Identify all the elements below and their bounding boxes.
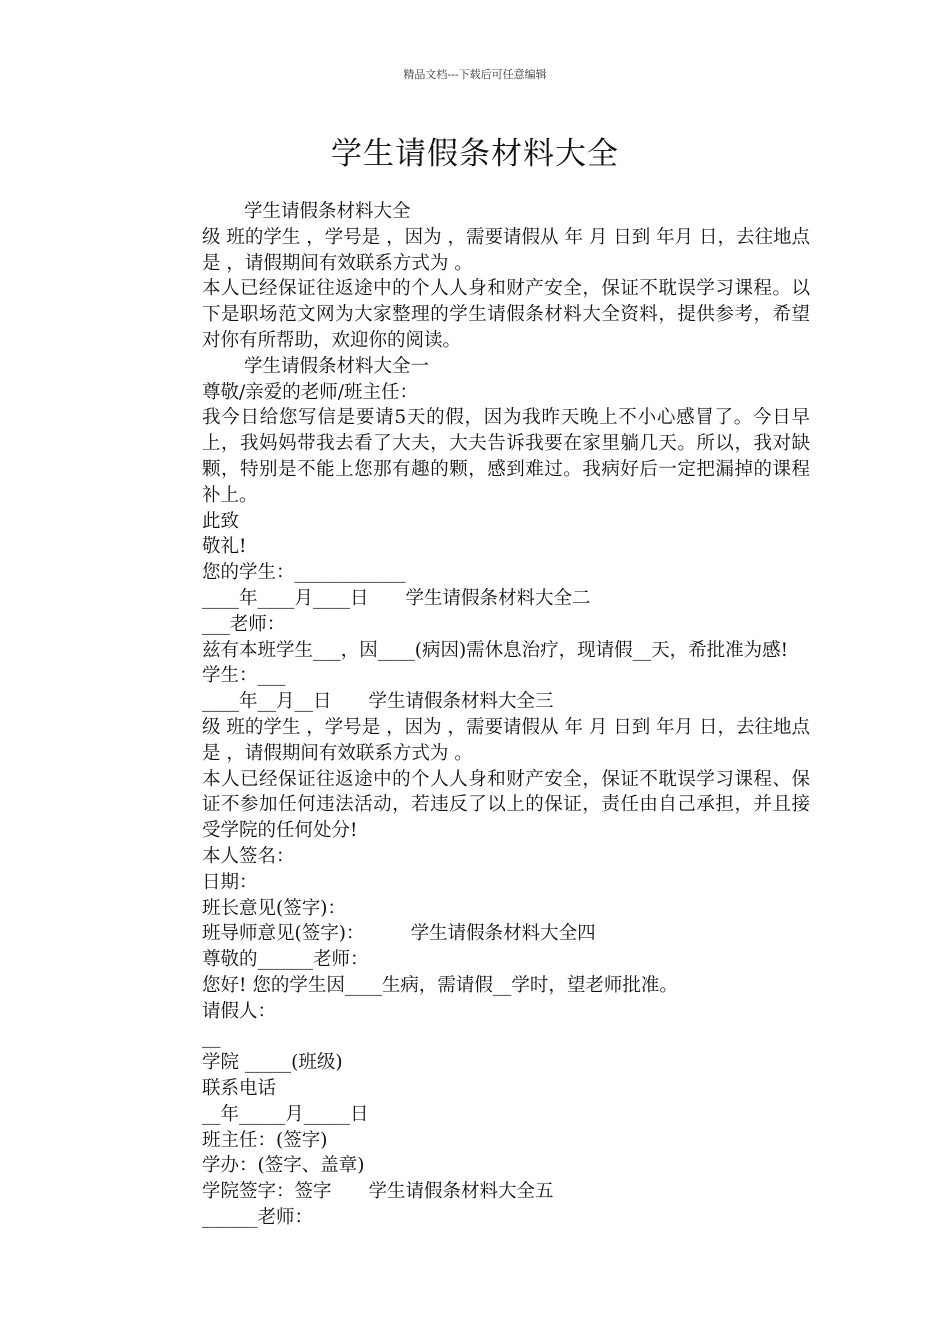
document-body — [146, 199, 810, 1231]
paragraph: __ — [202, 1026, 221, 1048]
paragraph: 班主任：(签字) — [202, 1129, 328, 1151]
paragraph: 尊敬的______老师： — [202, 949, 369, 971]
paragraph: 您的学生：____________ — [202, 562, 406, 584]
paragraph: 请假人： — [202, 1000, 277, 1022]
paragraph: 学院 _____(班级) — [202, 1052, 343, 1074]
paragraph: 级 班的学生 ，学号是 ，因为 ，需要请假从 年 月 日到 年月 日，去往地点是 ，请假期间有效联系方式为 。 — [202, 716, 810, 764]
paragraph: 学生：___ — [202, 665, 286, 687]
paragraph: 您好! 您的学生因____生病，需请假__学时，望老师批准。 — [202, 974, 678, 996]
paragraph: 级 班的学生 ，学号是 ，因为 ，需要请假从 年 月 日到 年月 日，去往地点是 ，请假期间有效联系方式为 。 — [202, 226, 810, 274]
paragraph: __年_____月_____日 — [202, 1103, 369, 1125]
paragraph: 尊敬/亲爱的老师/班主任： — [202, 381, 418, 403]
paragraph: 班导师意见(签字)： 学生请假条材料大全四 — [202, 923, 596, 945]
paragraph: 学院签字：签字 学生请假条材料大全五 — [202, 1181, 554, 1203]
section-heading: 学生请假条材料大全一 — [244, 355, 430, 377]
paragraph: 敬礼! — [202, 536, 247, 558]
paragraph: 联系电话 — [202, 1078, 277, 1100]
paragraph: 本人已经保证往返途中的个人人身和财产安全，保证不耽误学习课程。以下是职场范文网为大家整理的学生请假条材料大全资料，提供参考，希望对你有所帮助，欢迎你的阅读。 — [202, 278, 810, 351]
paragraph: ______老师： — [202, 1207, 314, 1229]
document-title: 学生请假条材料大全 — [331, 136, 619, 172]
paragraph: ____年__月__日 学生请假条材料大全三 — [202, 691, 554, 713]
paragraph: 学办：(签字、盖章) — [202, 1155, 365, 1177]
paragraph: 我今日给您写信是要请5天的假，因为我昨天晚上不小心感冒了。今日早上，我妈妈带我去看了大夫，大夫告诉我要在家里躺几天。所以，我对缺颗，特别是不能上您那有趣的颗，感到难过。我病好后一定把漏掉的课程补上。 — [202, 407, 810, 506]
paragraph: 本人签名： — [202, 845, 295, 867]
paragraph: ____年____月____日 学生请假条材料大全二 — [202, 587, 591, 609]
paragraph: 本人已经保证往返途中的个人人身和财产安全，保证不耽误学习课程、保证不参加任何违法活动，若违反了以上的保证，责任由自己承担，并且接受学院的任何处分! — [202, 768, 810, 842]
page-header: 精品文档---下载后可任意编辑 — [403, 68, 547, 81]
paragraph: 此致 — [202, 510, 240, 532]
paragraph: ___老师： — [202, 613, 286, 635]
paragraph: 班长意见(签字)： — [202, 897, 346, 919]
paragraph: 兹有本班学生___，因____(病因)需休息治疗，现请假__天，希批准为感! — [202, 639, 789, 661]
subtitle-line: 学生请假条材料大全 — [244, 201, 411, 222]
paragraph: 日期： — [202, 871, 258, 893]
